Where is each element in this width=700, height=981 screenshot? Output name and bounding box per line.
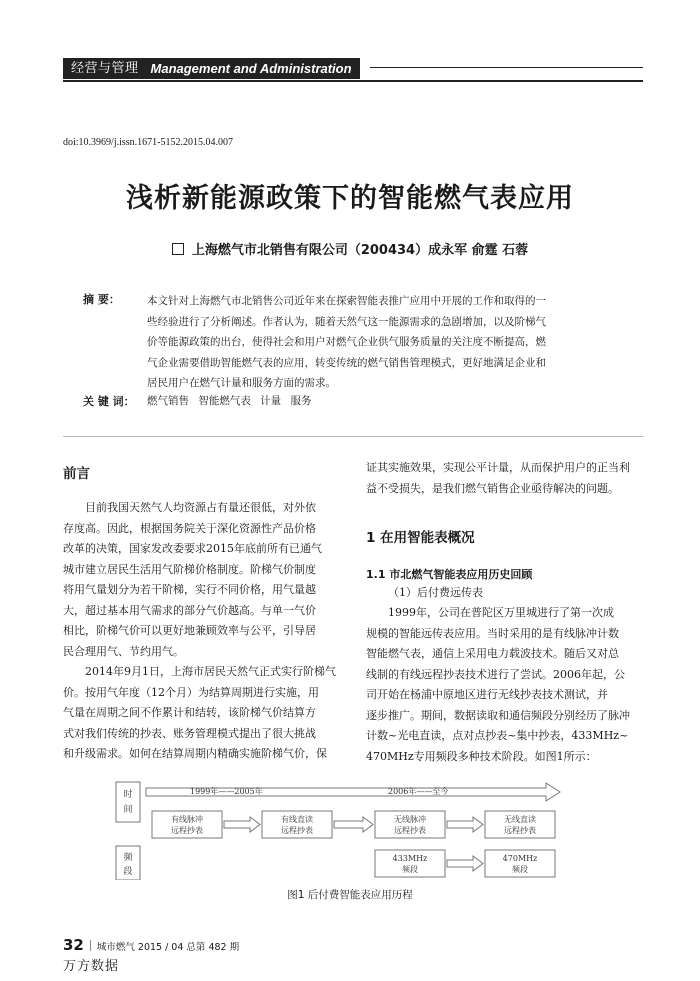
keywords: 燃气销售 智能燃气表 计量 服务 xyxy=(147,395,312,407)
text-line: 规模的智能远传表应用。当时采用的是有线脉冲计数 xyxy=(366,626,619,640)
preface-paragraph-2 xyxy=(63,662,341,765)
text-line: 1999年，公司在普陀区万里城进行了第一次成 xyxy=(388,606,614,619)
text-line: 目前我国天然气人均资源占有量还很低，对外依 xyxy=(85,501,316,514)
text-line: 益不受损失，是我们燃气销售企业亟待解决的问题。 xyxy=(366,481,619,495)
authors: 上海燃气市北销售有限公司（200434）成永军 俞霆 石蓉 xyxy=(191,243,529,258)
text-line: 民合理用气、节约用气。 xyxy=(63,644,184,658)
section-name-en: Management and Administration xyxy=(150,61,352,76)
article-title: 浅析新能源政策下的智能燃气表应用 xyxy=(126,183,574,214)
text-line: 气量在周期之间不作累计和结转，该阶梯气价结算方 xyxy=(63,706,316,719)
text-line: 改革的决策，国家发改委要求2015年底前所有已通气 xyxy=(63,542,322,555)
svg-text:有线直读: 有线直读 xyxy=(281,815,313,824)
page-footer xyxy=(63,935,239,974)
svg-text:远程抄表: 远程抄表 xyxy=(171,826,203,835)
svg-text:433MHz: 433MHz xyxy=(392,854,428,863)
period-1999-2005: 1999年——2005年 xyxy=(190,787,263,796)
svg-text:远程抄表: 远程抄表 xyxy=(394,826,426,835)
timeline-diagram xyxy=(110,780,590,880)
page-number: 32 xyxy=(63,936,84,954)
abstract-line: 些经验进行了分析阐述。作者认为，随着天然气这一能源需求的急剧增加，以及阶梯气 xyxy=(147,315,546,328)
svg-text:频段: 频段 xyxy=(402,865,418,874)
text-line: 计数~光电直读，点对点抄表~集中抄表，433MHz~ xyxy=(366,729,629,742)
abstract-line: 价等能源政策的出台，使得社会和用户对燃气企业供气服务质量的关注度不断提高，燃 xyxy=(147,336,546,348)
preface-heading: 前言 xyxy=(63,466,90,482)
history-paragraph xyxy=(366,603,644,767)
svg-text:无线直读: 无线直读 xyxy=(504,815,536,824)
text-line: 智能燃气表，通信上采用电力载波技术。随后又对总 xyxy=(366,647,619,660)
abstract-line: 居民用户在燃气计量和服务方面的需求。 xyxy=(147,377,336,389)
period-2006-now: 2006年——至今 xyxy=(388,787,449,796)
preface-paragraph-1 xyxy=(63,498,341,662)
text-line: 司开始在杨浦中原地区进行无线抄表技术测试，并 xyxy=(366,688,608,701)
header-rule-thin xyxy=(370,67,643,68)
text-line: 证其实施效果，实现公平计量，从而保护用户的正当利 xyxy=(366,461,630,474)
figure-caption: 图1 后付费智能表应用历程 xyxy=(287,889,413,901)
band-label-char: 频 xyxy=(123,853,133,863)
abstract-line: 气企业需要借助智能燃气表的应用，转变传统的燃气销售管理模式，更好地满足企业和 xyxy=(147,356,546,369)
text-line: 价。按用气年度（12个月）为结算周期进行实施，用 xyxy=(63,685,319,699)
item-heading: （1）后付费远传表 xyxy=(388,586,483,599)
time-label-box xyxy=(116,782,140,822)
svg-text:有线脉冲: 有线脉冲 xyxy=(171,815,203,824)
footer-divider xyxy=(90,940,91,951)
svg-text:无线脉冲: 无线脉冲 xyxy=(394,815,426,824)
svg-text:远程抄表: 远程抄表 xyxy=(504,826,536,835)
text-line: 相比，阶梯气价可以更好地兼顾效率与公平，引导居 xyxy=(63,624,316,637)
text-line: 将用气量划分为若干阶梯，实行不同价格，用气量越 xyxy=(63,583,316,596)
arrow-right-icon xyxy=(447,817,483,832)
text-line: 逐步推广。期间，数据读取和通信频段分别经历了脉冲 xyxy=(366,708,630,722)
text-line: 470MHz专用频段多种技术阶段。如图1所示： xyxy=(366,749,597,763)
journal-info: 城市燃气 2015 / 04 总第 482 期 xyxy=(96,942,240,953)
time-label-char: 时 xyxy=(123,790,133,800)
text-line: 和升级需求。如何在结算周期内精确实施阶梯气价，保 xyxy=(63,747,327,760)
section-divider xyxy=(63,436,643,437)
author-line xyxy=(0,239,700,258)
text-line: 线制的有线远程抄表技术进行了尝试。2006年起，公 xyxy=(366,667,625,681)
square-bullet-icon xyxy=(172,243,184,255)
text-line: 存度高。因此，根据国务院关于深化资源性产品价格 xyxy=(63,521,316,535)
publisher-mark: 万方数据 xyxy=(63,959,120,974)
section-1-heading: 1 在用智能表概况 xyxy=(366,530,475,546)
section-tab xyxy=(63,58,360,79)
keywords-label: 关 键 词： xyxy=(83,395,135,408)
doi: doi:10.3969/j.issn.1671-5152.2015.04.007 xyxy=(63,137,234,148)
arrow-right-icon xyxy=(224,817,260,832)
text-line: 2014年9月1日，上海市居民天然气正式实行阶梯气 xyxy=(85,665,336,678)
svg-text:470MHz: 470MHz xyxy=(502,854,538,863)
svg-text:远程抄表: 远程抄表 xyxy=(281,826,313,835)
abstract-line: 本文针对上海燃气市北销售公司近年来在探索智能表推广应用中开展的工作和取得的一 xyxy=(147,295,546,307)
continued-paragraph xyxy=(366,458,644,499)
subsection-1-1-heading: 1.1 市北燃气智能表应用历史回顾 xyxy=(366,568,533,581)
band-label-char: 段 xyxy=(123,867,133,877)
arrow-right-icon xyxy=(334,817,373,832)
text-line: 城市建立居民生活用气阶梯价格制度。阶梯气价制度 xyxy=(63,562,316,576)
section-name-cn: 经营与管理 xyxy=(71,61,139,76)
header-rule xyxy=(63,80,643,82)
text-line: 式对我们传统的抄表、账务管理模式提出了很大挑战 xyxy=(63,726,316,740)
abstract-text xyxy=(147,291,627,394)
figure-1 xyxy=(110,780,590,880)
text-line: 大，超过基本用气需求的部分气价越高。与单一气价 xyxy=(63,603,316,617)
svg-text:频段: 频段 xyxy=(512,865,528,874)
abstract-label: 摘 要： xyxy=(83,293,120,306)
time-label-char: 间 xyxy=(123,805,133,815)
arrow-right-icon xyxy=(447,856,483,871)
